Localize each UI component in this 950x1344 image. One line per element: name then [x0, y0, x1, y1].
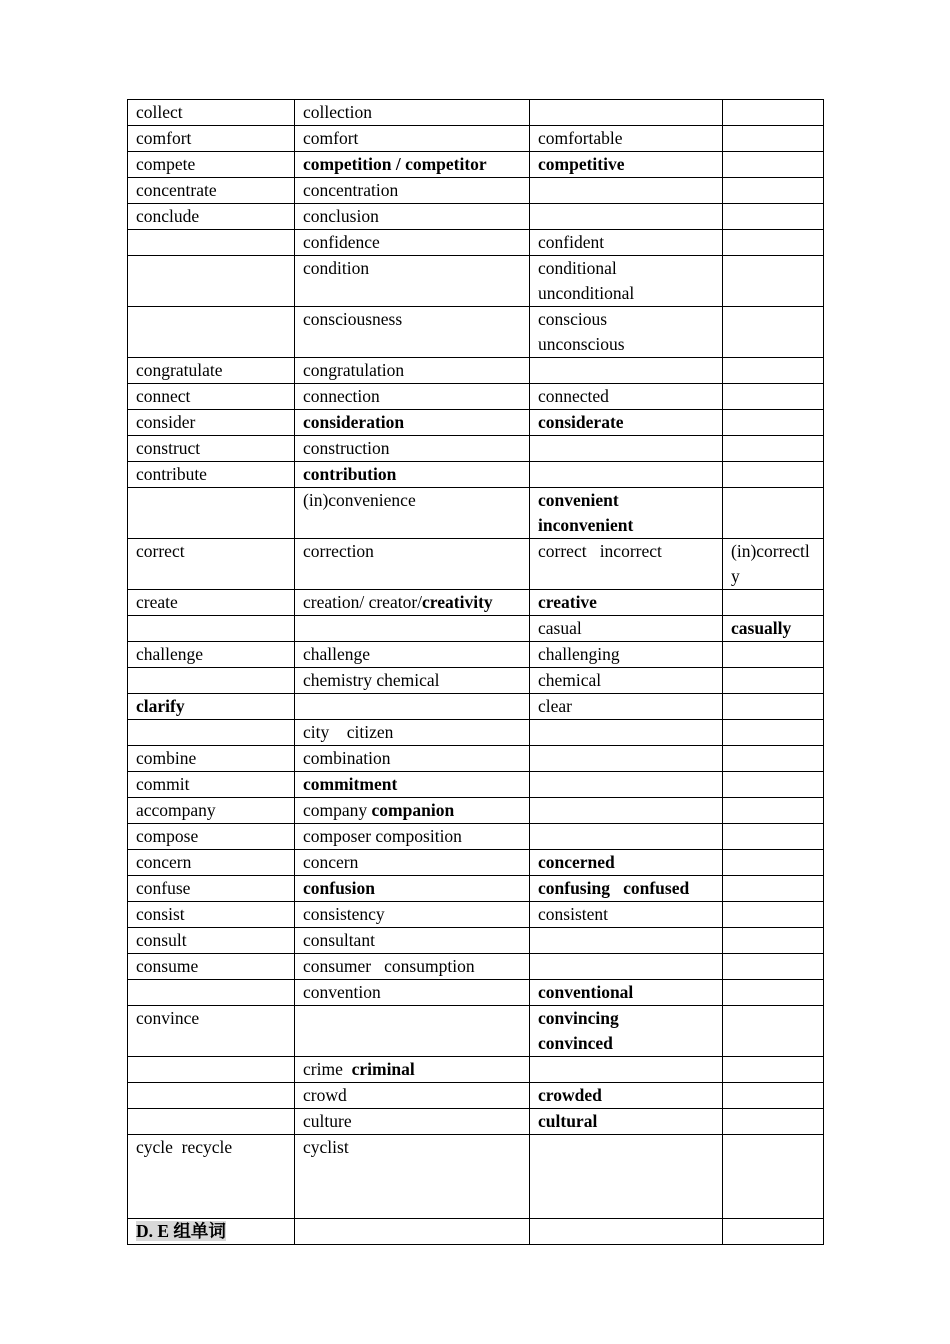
adverb-cell [723, 928, 824, 954]
cell-text: commitment [303, 774, 398, 794]
cell-text: casually [731, 618, 792, 638]
adverb-cell [723, 746, 824, 772]
verb-cell [128, 152, 295, 178]
cell-text: clarify [136, 696, 185, 716]
noun-cell [295, 539, 530, 590]
adverb-cell [723, 642, 824, 668]
adverb-cell [723, 178, 824, 204]
adjective-cell [530, 152, 723, 178]
cell-text: collect [136, 102, 183, 122]
verb-cell [128, 436, 295, 462]
noun-cell [295, 307, 530, 358]
noun-cell [295, 384, 530, 410]
cell-text: crowd [303, 1085, 347, 1105]
verb-cell [128, 307, 295, 358]
verb-cell [128, 850, 295, 876]
cell-text: conclude [136, 206, 200, 226]
table-row [128, 384, 824, 410]
cell-text: confusing confused [538, 878, 690, 898]
noun-cell [295, 256, 530, 307]
cell-text: consistency [303, 904, 385, 924]
noun-cell [295, 1083, 530, 1109]
adverb-cell [723, 307, 824, 358]
adverb-cell [723, 590, 824, 616]
verb-cell [128, 642, 295, 668]
noun-cell [295, 436, 530, 462]
adverb-cell [723, 694, 824, 720]
table-row [128, 1006, 824, 1057]
cell-text: correct [136, 541, 185, 561]
cell-text: consistent [538, 904, 608, 924]
cell-text: connect [136, 386, 191, 406]
table-row [128, 1219, 824, 1245]
cell-text: competition / competitor [303, 154, 487, 174]
cell-text: congratulate [136, 360, 223, 380]
cell-text: concerned [538, 852, 615, 872]
adverb-cell [723, 1219, 824, 1245]
table-row [128, 1135, 824, 1219]
noun-cell [295, 642, 530, 668]
table-row [128, 358, 824, 384]
adjective-cell [530, 772, 723, 798]
cell-text: consume [136, 956, 199, 976]
cell-text: concentrate [136, 180, 217, 200]
adjective-cell [530, 642, 723, 668]
table-row [128, 772, 824, 798]
adjective-cell [530, 1219, 723, 1245]
cell-text: composer composition [303, 826, 462, 846]
table-row [128, 178, 824, 204]
adverb-cell [723, 850, 824, 876]
table-row [128, 462, 824, 488]
verb-cell [128, 668, 295, 694]
table-row [128, 954, 824, 980]
noun-cell [295, 1109, 530, 1135]
adjective-cell [530, 902, 723, 928]
table-row [128, 100, 824, 126]
verb-cell [128, 384, 295, 410]
adjective-cell [530, 462, 723, 488]
verb-cell [128, 230, 295, 256]
noun-cell [295, 358, 530, 384]
adjective-cell [530, 876, 723, 902]
table-row [128, 850, 824, 876]
adverb-cell [723, 410, 824, 436]
cell-text: combine [136, 748, 197, 768]
noun-cell [295, 1219, 530, 1245]
verb-cell [128, 720, 295, 746]
verb-cell [128, 1006, 295, 1057]
cell-text: convincing convinced [538, 1008, 619, 1053]
cell-text: criminal [351, 1059, 415, 1079]
cell-text: concern [303, 852, 359, 872]
verb-cell [128, 928, 295, 954]
cell-text: construction [303, 438, 390, 458]
noun-cell [295, 668, 530, 694]
cell-text: city citizen [303, 722, 394, 742]
adjective-cell [530, 436, 723, 462]
adverb-cell [723, 358, 824, 384]
noun-cell [295, 1135, 530, 1219]
noun-cell [295, 488, 530, 539]
cell-text: construct [136, 438, 201, 458]
verb-cell [128, 1057, 295, 1083]
table-row [128, 668, 824, 694]
adverb-cell [723, 798, 824, 824]
adjective-cell [530, 1057, 723, 1083]
adjective-cell [530, 928, 723, 954]
noun-cell [295, 694, 530, 720]
table-row [128, 1057, 824, 1083]
adverb-cell [723, 1135, 824, 1219]
cell-text: convince [136, 1008, 200, 1028]
verb-cell [128, 954, 295, 980]
cell-text: challenge [303, 644, 371, 664]
cell-text: correct incorrect [538, 541, 662, 561]
verb-cell [128, 902, 295, 928]
adjective-cell [530, 720, 723, 746]
verb-cell [128, 876, 295, 902]
table-row [128, 876, 824, 902]
noun-cell [295, 204, 530, 230]
cell-text: chemistry chemical [303, 670, 440, 690]
noun-cell [295, 590, 530, 616]
adverb-cell [723, 1057, 824, 1083]
adjective-cell [530, 384, 723, 410]
adverb-cell [723, 100, 824, 126]
cell-text: comfort [303, 128, 359, 148]
table-row [128, 980, 824, 1006]
adjective-cell [530, 256, 723, 307]
cell-text: concern [136, 852, 192, 872]
adverb-cell [723, 902, 824, 928]
noun-cell [295, 798, 530, 824]
noun-cell [295, 230, 530, 256]
adjective-cell [530, 1135, 723, 1219]
adjective-cell [530, 616, 723, 642]
adjective-cell [530, 954, 723, 980]
table-row [128, 694, 824, 720]
cell-text: concentration [303, 180, 399, 200]
table-row [128, 824, 824, 850]
cell-text: comfortable [538, 128, 623, 148]
cell-text: convention [303, 982, 381, 1002]
table-row [128, 590, 824, 616]
adjective-cell [530, 1109, 723, 1135]
table-row [128, 746, 824, 772]
cell-text: considerate [538, 412, 624, 432]
table-row [128, 204, 824, 230]
noun-cell [295, 850, 530, 876]
noun-cell [295, 152, 530, 178]
noun-cell [295, 126, 530, 152]
noun-cell [295, 772, 530, 798]
cell-text: crime [303, 1059, 352, 1079]
cell-text: company [303, 800, 372, 820]
adverb-cell [723, 384, 824, 410]
adjective-cell [530, 410, 723, 436]
adjective-cell [530, 204, 723, 230]
verb-cell [128, 410, 295, 436]
adjective-cell [530, 668, 723, 694]
verb-cell [128, 746, 295, 772]
cell-text: creative [538, 592, 597, 612]
cell-text: consumer consumption [303, 956, 475, 976]
noun-cell [295, 928, 530, 954]
adverb-cell [723, 1006, 824, 1057]
cell-text: companion [371, 800, 455, 820]
table-row [128, 720, 824, 746]
cell-text: (in)convenience [303, 490, 416, 510]
verb-cell [128, 980, 295, 1006]
cell-text: confusion [303, 878, 375, 898]
cell-text: cultural [538, 1111, 598, 1131]
noun-cell [295, 462, 530, 488]
table-row [128, 902, 824, 928]
cell-text: convenient inconvenient [538, 490, 634, 535]
adverb-cell [723, 720, 824, 746]
adverb-cell [723, 488, 824, 539]
verb-cell [128, 178, 295, 204]
verb-cell [128, 126, 295, 152]
cell-text: conclusion [303, 206, 379, 226]
verb-cell [128, 358, 295, 384]
adjective-cell [530, 850, 723, 876]
cell-text: consider [136, 412, 196, 432]
adverb-cell [723, 126, 824, 152]
adjective-cell [530, 798, 723, 824]
verb-cell [128, 462, 295, 488]
cell-text: connected [538, 386, 609, 406]
table-row [128, 488, 824, 539]
cell-text: competitive [538, 154, 625, 174]
adverb-cell [723, 462, 824, 488]
cell-text: consultant [303, 930, 375, 950]
adjective-cell [530, 178, 723, 204]
adverb-cell [723, 256, 824, 307]
cell-text: creation/ creator/ [303, 592, 423, 612]
cell-text: cyclist [303, 1137, 349, 1157]
adjective-cell [530, 1006, 723, 1057]
table-row [128, 616, 824, 642]
adverb-cell [723, 876, 824, 902]
adjective-cell [530, 488, 723, 539]
noun-cell [295, 100, 530, 126]
cell-text: consideration [303, 412, 405, 432]
cell-text: compete [136, 154, 196, 174]
cell-text: contribute [136, 464, 207, 484]
cell-text: consist [136, 904, 185, 924]
adverb-cell [723, 1109, 824, 1135]
adjective-cell [530, 590, 723, 616]
verb-cell [128, 1083, 295, 1109]
adjective-cell [530, 230, 723, 256]
noun-cell [295, 876, 530, 902]
table-row [128, 230, 824, 256]
adjective-cell [530, 539, 723, 590]
table-row [128, 436, 824, 462]
verb-cell [128, 256, 295, 307]
cell-text: creativity [422, 592, 493, 612]
cell-text: consciousness [303, 309, 403, 329]
verb-cell [128, 1135, 295, 1219]
table-row [128, 307, 824, 358]
table-body [128, 100, 824, 1245]
noun-cell [295, 616, 530, 642]
cell-text: correction [303, 541, 374, 561]
noun-cell [295, 1006, 530, 1057]
table-row [128, 152, 824, 178]
noun-cell [295, 954, 530, 980]
cell-text: conditional unconditional [538, 258, 635, 303]
cell-text: collection [303, 102, 373, 122]
adjective-cell [530, 1083, 723, 1109]
noun-cell [295, 410, 530, 436]
cell-text: conscious unconscious [538, 309, 625, 354]
cell-text: cycle recycle [136, 1137, 233, 1157]
cell-text: contribution [303, 464, 397, 484]
cell-text: create [136, 592, 178, 612]
cell-text: confuse [136, 878, 191, 898]
table-row [128, 410, 824, 436]
cell-text: comfort [136, 128, 192, 148]
cell-text: commit [136, 774, 190, 794]
verb-cell [128, 772, 295, 798]
verb-cell [128, 488, 295, 539]
verb-cell [128, 1219, 295, 1245]
cell-text: consult [136, 930, 187, 950]
adjective-cell [530, 980, 723, 1006]
adjective-cell [530, 746, 723, 772]
table-row [128, 126, 824, 152]
adjective-cell [530, 307, 723, 358]
cell-text: confident [538, 232, 605, 252]
cell-text: conventional [538, 982, 634, 1002]
cell-text: challenging [538, 644, 620, 664]
noun-cell [295, 1057, 530, 1083]
cell-text: culture [303, 1111, 352, 1131]
adjective-cell [530, 694, 723, 720]
noun-cell [295, 720, 530, 746]
adverb-cell [723, 616, 824, 642]
adverb-cell [723, 436, 824, 462]
table-row [128, 798, 824, 824]
adverb-cell [723, 668, 824, 694]
noun-cell [295, 746, 530, 772]
cell-text: crowded [538, 1085, 602, 1105]
noun-cell [295, 980, 530, 1006]
cell-text: combination [303, 748, 391, 768]
table-row [128, 1109, 824, 1135]
verb-cell [128, 694, 295, 720]
cell-text: D. E 组单词 [136, 1221, 226, 1241]
verb-cell [128, 539, 295, 590]
verb-cell [128, 204, 295, 230]
table-row [128, 1083, 824, 1109]
adverb-cell [723, 824, 824, 850]
cell-text: clear [538, 696, 572, 716]
adverb-cell [723, 539, 824, 590]
adverb-cell [723, 152, 824, 178]
cell-text: condition [303, 258, 370, 278]
cell-text: challenge [136, 644, 204, 664]
verb-cell [128, 590, 295, 616]
verb-cell [128, 100, 295, 126]
cell-text: compose [136, 826, 199, 846]
cell-text: accompany [136, 800, 216, 820]
verb-cell [128, 824, 295, 850]
adverb-cell [723, 204, 824, 230]
adverb-cell [723, 230, 824, 256]
cell-text: connection [303, 386, 380, 406]
cell-text: congratulation [303, 360, 405, 380]
cell-text: chemical [538, 670, 602, 690]
adverb-cell [723, 954, 824, 980]
cell-text: casual [538, 618, 582, 638]
adjective-cell [530, 824, 723, 850]
cell-text: (in)correctly [731, 541, 810, 586]
noun-cell [295, 902, 530, 928]
word-form-table [127, 99, 824, 1245]
table-row [128, 642, 824, 668]
verb-cell [128, 798, 295, 824]
verb-cell [128, 616, 295, 642]
table-row [128, 928, 824, 954]
noun-cell [295, 824, 530, 850]
adjective-cell [530, 358, 723, 384]
adjective-cell [530, 126, 723, 152]
cell-text: confidence [303, 232, 380, 252]
verb-cell [128, 1109, 295, 1135]
adjective-cell [530, 100, 723, 126]
table-row [128, 256, 824, 307]
adverb-cell [723, 1083, 824, 1109]
noun-cell [295, 178, 530, 204]
adverb-cell [723, 772, 824, 798]
adverb-cell [723, 980, 824, 1006]
table-row [128, 539, 824, 590]
